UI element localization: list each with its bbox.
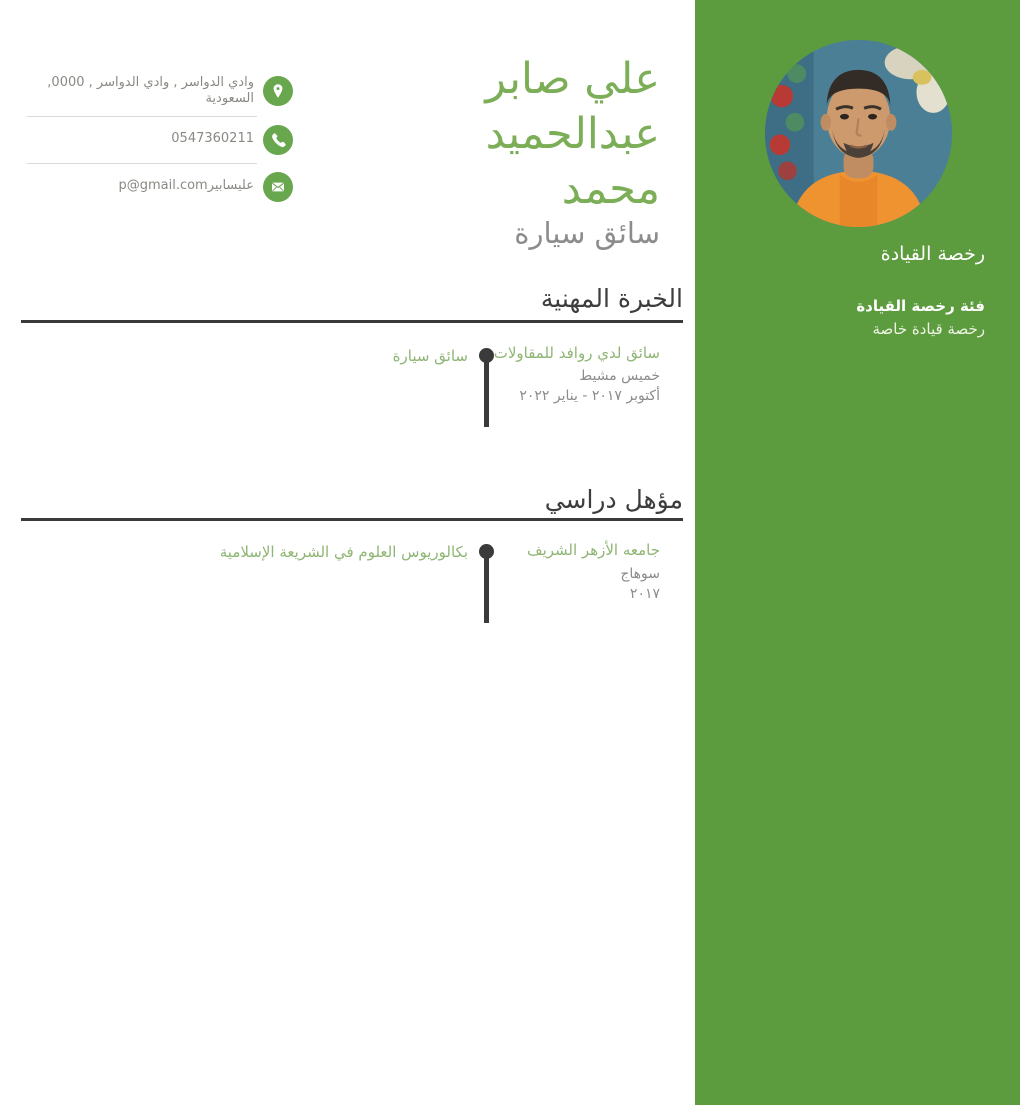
contact-divider — [27, 163, 257, 164]
contact-row-email — [25, 169, 293, 205]
candidate-name: علي صابر عبدالحميد محمد — [485, 54, 660, 215]
envelope-icon — [263, 172, 293, 202]
license-section-title: رخصة القيادة — [880, 243, 985, 265]
education-section-divider — [21, 518, 683, 521]
experience-section-title: الخبرة المهنية — [540, 284, 683, 313]
education-degree: بكالوريوس العلوم في الشريعة الإسلامية — [219, 543, 468, 561]
experience-location: خميس مشيط — [579, 368, 660, 384]
location-pin-icon — [263, 76, 293, 106]
contact-block — [25, 72, 293, 205]
education-location: سوهاج — [620, 566, 660, 582]
education-institution: جامعه الأزهر الشريف — [527, 541, 660, 559]
experience-role: سائق سيارة — [392, 347, 468, 365]
experience-section-divider — [21, 320, 683, 323]
education-dates: ٢٠١٧ — [629, 586, 660, 602]
license-category-value: رخصة قيادة خاصة — [872, 320, 985, 338]
contact-row-location — [25, 72, 293, 111]
experience-company: سائق لدي روافد للمقاولات — [493, 344, 660, 362]
education-section-title: مؤهل دراسي — [544, 485, 683, 514]
contact-email-text: عليسابيرp@gmail.com — [118, 178, 254, 194]
contact-divider — [27, 116, 257, 117]
timeline-line — [484, 557, 489, 623]
experience-dates: أكتوبر ٢٠١٧ - يناير ٢٠٢٢ — [519, 388, 660, 404]
job-title: سائق سيارة — [514, 216, 660, 250]
license-category-label: فئة رخصة القيادة — [856, 297, 985, 315]
phone-icon — [263, 125, 293, 155]
profile-photo — [765, 40, 952, 227]
contact-row-phone — [25, 122, 293, 158]
contact-phone-text: 0547360211 — [171, 131, 254, 147]
timeline-line — [484, 361, 489, 427]
contact-location-text: وادي الدواسر , وادي الدواسر , 0000, السعودية — [47, 75, 254, 107]
